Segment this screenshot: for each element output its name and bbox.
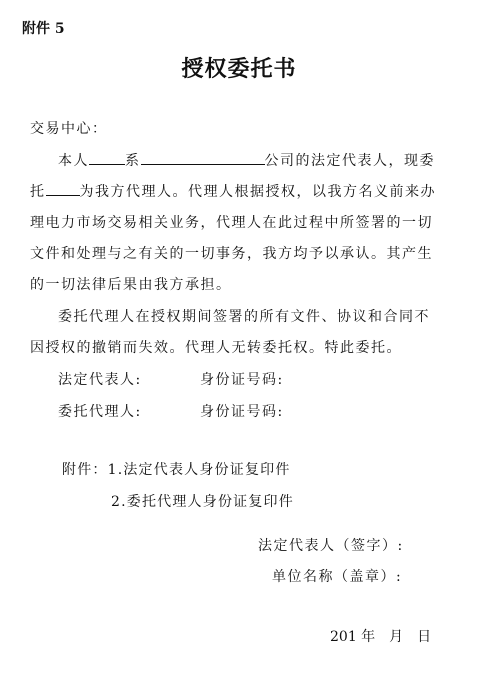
- company-blank: [141, 150, 265, 165]
- text-segment: 为我方代理人。代理人根据授权，以我方名义前来办: [79, 184, 436, 200]
- body-line-6: 委托代理人在授权期间签署的所有文件、协议和合同不: [58, 309, 430, 325]
- body-line-4: 文件和处理与之有关的一切事务，我方均予以承认。其产生: [30, 246, 433, 262]
- agent-label: 委托代理人:: [58, 404, 142, 420]
- text-segment: 系: [125, 153, 141, 169]
- legal-rep-id-label: 身份证号码:: [200, 372, 284, 388]
- body-line-1: [58, 150, 478, 170]
- attachment-item-2: 2.委托代理人身份证复印件: [111, 494, 294, 510]
- body-line-5: 的一切法律后果由我方承担。: [30, 277, 232, 293]
- body-line-7: 因授权的撤销而失效。代理人无转委托权。特此委托。: [30, 340, 402, 356]
- attachment-item-1: 附件：1.法定代表人身份证复印件: [62, 462, 291, 478]
- name-blank: [89, 150, 125, 165]
- body-line-2: [30, 181, 450, 201]
- date-month: 月: [389, 629, 404, 645]
- body-line-3: 理电力市场交易相关业务，代理人在此过程中所签署的一切: [30, 215, 433, 231]
- legal-rep-signature: 法定代表人（签字）:: [258, 538, 404, 554]
- recipient-line: 交易中心：: [30, 121, 108, 137]
- agent-blank: [46, 181, 80, 196]
- date-day: 日: [417, 629, 432, 645]
- agent-line: [58, 401, 478, 421]
- text-segment: 托: [30, 184, 46, 200]
- document-title: 授权委托书: [181, 56, 297, 82]
- attachment-number: 附件 5: [22, 21, 65, 37]
- text-segment: 公司的法定代表人，现委: [264, 153, 435, 169]
- legal-rep-label: 法定代表人:: [58, 372, 142, 388]
- date-year: 201 年: [330, 629, 376, 645]
- legal-rep-line: [58, 369, 478, 389]
- text-segment: 本人: [58, 153, 89, 169]
- agent-id-label: 身份证号码:: [200, 404, 284, 420]
- unit-name-seal: 单位名称（盖章）:: [272, 569, 403, 585]
- date-line: [330, 626, 445, 646]
